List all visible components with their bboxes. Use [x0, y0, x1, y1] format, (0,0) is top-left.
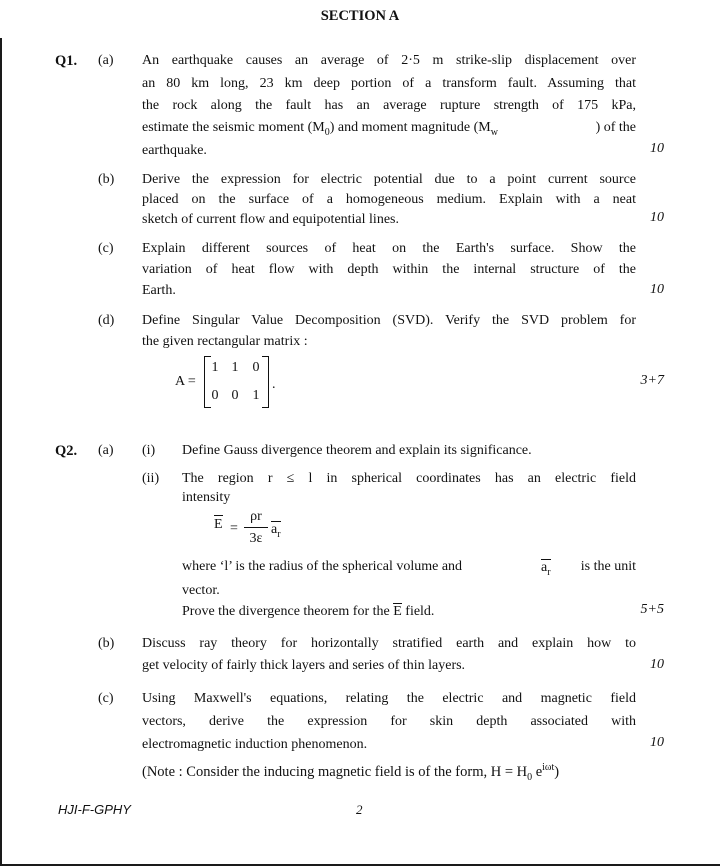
q2b-label: (b) [98, 636, 115, 651]
q1c-label: (c) [98, 241, 114, 256]
q2a-ii-line-1: The region r ≤ l in spherical coordinates has an electric field [182, 471, 636, 486]
matrix-right-bracket [262, 356, 269, 408]
q2a-i-label: (i) [142, 443, 156, 458]
q1a-line-4 [142, 120, 636, 138]
q1d-label: (d) [98, 313, 115, 328]
q1b-line-2: placed on the surface of a homogeneous medium. Explain with a neat [142, 192, 636, 207]
q1d-marks: 3+7 [640, 373, 664, 388]
eq-e-vector: E [214, 517, 223, 532]
q1a-line-4-part1: estimate the seismic moment $(M_0)$ and moment magnitude ($M_w$ [142, 120, 498, 138]
q2a-marks: 5+5 [640, 602, 664, 617]
eq-fraction-bar [244, 527, 268, 528]
eq-numerator: ρr [250, 509, 262, 524]
q2c-line-1: Using Maxwell's equations, relating the electric and magnetic field [142, 691, 636, 706]
q1c-marks: 10 [650, 282, 664, 297]
q2b-line-2: get velocity of fairly thick layers and series of thin layers. [142, 658, 466, 673]
q1b-marks: 10 [650, 210, 664, 225]
q2c-note: (Note : Consider the inducing magnetic field is of the form, $H = H_0$ $e^{i\omega t}$) [142, 762, 560, 783]
eq-equals: = [230, 521, 238, 536]
q1a-line-5: earthquake. [142, 143, 207, 158]
q1b-label: (b) [98, 172, 115, 187]
matrix-cell: 1 [252, 388, 260, 403]
q1c-line-1: Explain different sources of heat on the Earth's surface. Show the [142, 241, 636, 256]
left-border-line [0, 38, 2, 866]
eq-unit-vector: $a_r$ [271, 521, 281, 543]
q2a-i-text: Define Gauss divergence theorem and explain its significance. [182, 443, 532, 458]
q2-number: Q2. [55, 443, 78, 459]
matrix-cell: 0 [252, 360, 260, 375]
bottom-border-line [0, 864, 720, 866]
q2c-line-3: electromagnetic induction phenomenon. [142, 737, 368, 752]
q2a-ii-where-text: where ‘l’ is the radius of the spherical volume and [182, 559, 463, 574]
matrix-cell: 0 [211, 388, 219, 403]
q1a-line-2: an 80 km long, 23 km deep portion of a transform fault. Assuming that [142, 76, 636, 91]
q2a-label: (a) [98, 443, 114, 458]
matrix-cell: 0 [231, 388, 239, 403]
matrix-end-period: . [272, 377, 276, 392]
q1c-line-3: Earth. [142, 283, 176, 298]
q1a-line-3: the rock along the fault has an average rupture strength of 175 kPa, [142, 98, 636, 113]
q2a-ii-vector-text: vector. [182, 583, 220, 598]
q1a-marks: 10 [650, 141, 664, 156]
q1d-line-1: Define Singular Value Decomposition (SVD). Verify the SVD problem for [142, 313, 636, 328]
section-title: SECTION A [320, 8, 400, 24]
q2a-ii-line-2: intensity [182, 490, 231, 505]
matrix-cell: 1 [231, 360, 239, 375]
q1b-line-3: sketch of current flow and equipotential lines. [142, 212, 399, 227]
q2b-marks: 10 [650, 657, 664, 672]
q1b-line-1: Derive the expression for electric potential due to a point current source [142, 172, 636, 187]
footer-page-number: 2 [356, 802, 363, 817]
q2b-line-1: Discuss ray theory for horizontally stratified earth and explain how to [142, 636, 636, 651]
q1c-line-2: variation of heat flow with depth within the internal structure of the [142, 262, 636, 277]
q1-number: Q1. [55, 53, 78, 69]
q2c-marks: 10 [650, 735, 664, 750]
q1a-line-1: An earthquake causes an average of 2·5 m strike-slip displacement over [142, 53, 636, 68]
footer-paper-code: HJI-F-GPHY [58, 802, 131, 817]
prove-e-vector: E [393, 604, 402, 619]
matrix-lhs: A = [175, 374, 196, 389]
eq-denominator: 3ε [249, 531, 263, 546]
matrix-cell: 1 [211, 360, 219, 375]
q2a-ii-label: (ii) [142, 471, 160, 486]
q2a-ii-where-end: is the unit [580, 559, 636, 574]
q2c-line-2: vectors, derive the expression for skin depth associated with [142, 714, 636, 729]
q2c-label: (c) [98, 691, 114, 706]
q2a-ii-prove-line: Prove the divergence theorem for the E field. [182, 604, 435, 619]
q1a-label: (a) [98, 53, 114, 68]
q1d-line-2: the given rectangular matrix : [142, 334, 308, 349]
unit-vector-ar: $a_r$ [541, 559, 551, 581]
q1a-line-4-part2: ) of the [595, 120, 636, 135]
